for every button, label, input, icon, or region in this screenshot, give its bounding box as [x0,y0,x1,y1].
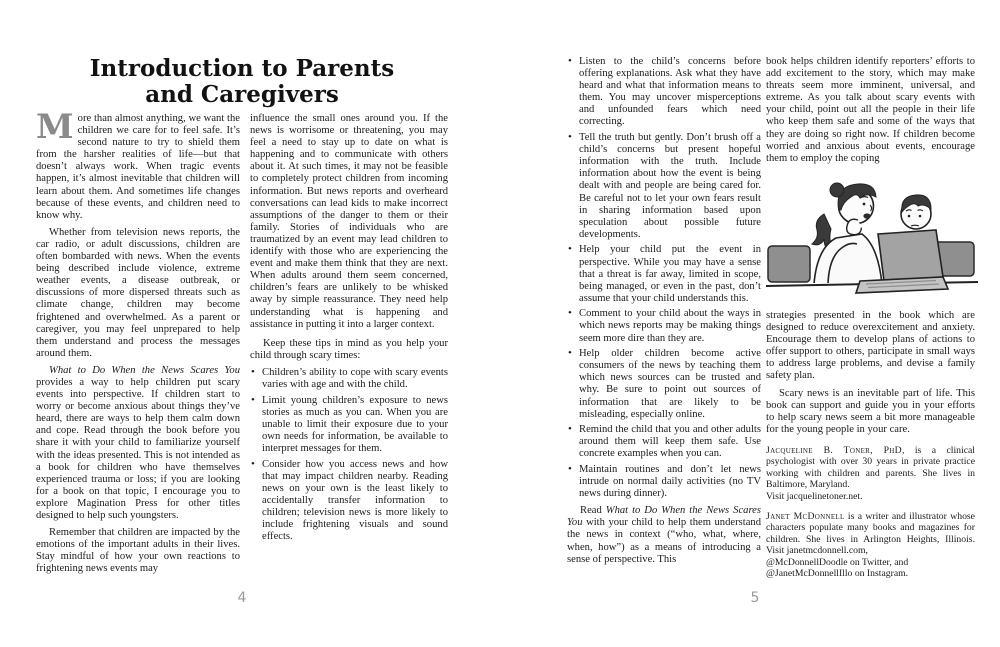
left-page-column-1 [36,107,240,580]
chair-left [768,246,810,282]
tip-item: • Consider how you access news and how that may impact children nearby. Reading news on your own is the least likely to accidentally transfer information to children; television news is more likely to include frightening visuals and sound effects. [262,459,448,544]
tip-item: • Help your child put the event in perspective. While you may have a sense that a threat is far away, limited in scope, being managed, or even in the past, don’t assume that your child understands this. [579,244,761,304]
paragraph-tips-intro: Keep these tips in mind as you help your child through scary times: [250,337,448,361]
illustration-container [766,170,975,306]
paragraph-intro [36,107,240,222]
paragraph-continuation: book helps children identify reporters’ efforts to add excitement to the story, which may make threats seem more imminent, universal, and extreme. As you talk about scary events with your child, point out all the people in their life who keep them safe and some of the ways that they are doing so right now. If children become worried and anxious about events, encourage them to employ the coping [766,56,975,164]
paragraph-text: Read [580,505,606,517]
paragraph-continuation: influence the small ones around you. If the news is worrisome or threatening, you may feel a need to stay up to date on what is happening and to communicate with others about it. At such times, it may not be feasible to completely protect children from incoming information. But news reports and overheard conversations can lead kids to make incorrect assumptions of the danger to them or their family. Stories of individuals who are traumatized by an event may lead children to identify with those who are experiencing the event and make them think that they are next. When adults around them seem concerned, children’s fears are unlikely to be whisked away by simple reassurance. They need help understanding what is happening and assistance in putting it into a larger context. [250,113,448,330]
tip-item: • Comment to your child about the ways in which news reports may be making things seem more dire than they are. [579,308,761,344]
right-page-column-1 [567,56,761,571]
bio-twitter-handle: @McDonnellDoodle on Twitter, and [766,556,909,568]
bio-instagram-handle: @JanetMcDonnellIllo on Instagram. [766,567,909,579]
bio-website: Visit jacquelinetoner.net. [766,490,863,502]
paragraph: Whether from television news reports, the car radio, or adult discussions, children are often bombarded with news. When the events being described include violence, extreme weather events, a disease outbreak, or discussions of more dispersed threats such as climate change, children may become frightened and overwhelmed. As a parent or caregiver, you may feel unprepared to help them understand and process the messages around them. [36,226,240,359]
author-name: Janet McDonnell [766,510,845,522]
bio-text: is a writer and illustrator whose characters populate many books and magazines for children. She lives in Arlington Heights, Illinois. Visit janetmcdonnell.com, [766,510,975,557]
author-bio-mcdonnell [766,511,975,579]
paragraph-book-title [36,365,240,522]
left-page-column-2 [250,113,448,548]
paragraph: Scary news is an inevitable part of life. This book can support and guide you in your efforts to help scary news seem a bit more manageable for the young people in your care. [766,387,975,435]
boy-eye-left [908,215,911,218]
page-title-line2: and Caregivers [145,81,339,108]
author-bio-toner [766,445,975,502]
woman-eye [863,202,866,205]
paragraph-text: with your child to help them understand the news in context (“who, what, where, when, how”) as a means of introducing a sense of perspective. This [567,517,761,565]
right-page-column-2 [766,56,975,579]
author-name: Jacqueline B. Toner, PhD [766,444,902,456]
paragraph: Remember that children are impacted by the emotions of the important adults in their lives. Stay mindful of how your own reactions to frightening news events may [36,527,240,575]
paragraph-continuation: strategies presented in the book which are designed to reduce overexcitement and anxiety. Encourage them to develop plans of actions to offer support to others, participate in small ways to address large problems, and devise a family safety plan. [766,309,975,382]
drop-cap: M [36,107,74,147]
tip-item: • Children’s ability to cope with scary events varies with age and with the child. [262,367,448,391]
book-title-italic: What to Do When the News Scares You [567,505,762,529]
tip-item: • Maintain routines and don’t let news intrude on normal daily activities (no TV news during dinner). [579,464,761,500]
paragraph-read-book [567,505,761,565]
page-number-right: 5 [750,590,760,606]
book-title-italic: What to Do When the News Scares You [49,364,240,376]
tip-item: • Remind the child that you and other adults around them will keep them safe. Use concrete examples when you can. [579,424,761,460]
page-title-line1: Introduction to Parents [89,55,395,82]
paragraph-text: provides a way to help children put scary events into perspective. If children start to worry or become anxious about things they’ve heard, there are ways to help them calm down and cope. Read through the book before you share it with your child to familiarize yourself with the ideas presented. This is not intended as a book for children who have themselves experienced trauma or loss; if you are looking for a book on that topic, I encourage you to explore Magination Press for other titles designed to help such youngsters. [36,376,240,521]
boy-eye-right [919,215,922,218]
page-number-left: 4 [237,590,247,606]
tip-item: • Listen to the child’s concerns before offering explanations. Ask what they have heard and what that information means to them. You may uncover misperceptions and unfounded fears which need correcting. [579,56,761,129]
tip-item: • Tell the truth but gently. Don’t brush off a child’s concerns but present hopeful information with the truth. Include information about how the event is being dealt with and people are being cared for. Be careful not to let your own fears result in sharing information based upon speculation about possible future developments. [579,132,761,241]
tips-list [567,56,761,500]
bio-text: , is a clinical psychologist with over 30 years in private practice working with children and parents. She lives in Baltimore, Maryland. [766,444,975,491]
page-title [36,56,448,108]
tips-list [250,367,448,543]
parent-and-child-laptop-illustration [766,170,978,302]
tip-item: • Help older children become active consumers of the news by teaching them which news sources can be trusted and why. Be sure to point out sources of information that are likely to be misleading, especially online. [579,348,761,421]
paragraph-intro-text: ore than almost anything, we want the children we care for to feel safe. It’s second nature to try to shield them from the harsher realities of life—but that doesn’t always work. When tragic events happen, it’s almost inevitable that children will learn about them. And sometimes life changes because of these events, and children need to know why. [36,113,240,221]
woman-open-mouth [863,213,870,218]
tip-item: • Limit young children’s exposure to news stories as much as you can. When you are unable to limit their exposure due to your own needs for information, be available to interpret messages for them. [262,395,448,455]
laptop-screen [878,230,943,281]
woman-hair-bun [830,183,844,197]
